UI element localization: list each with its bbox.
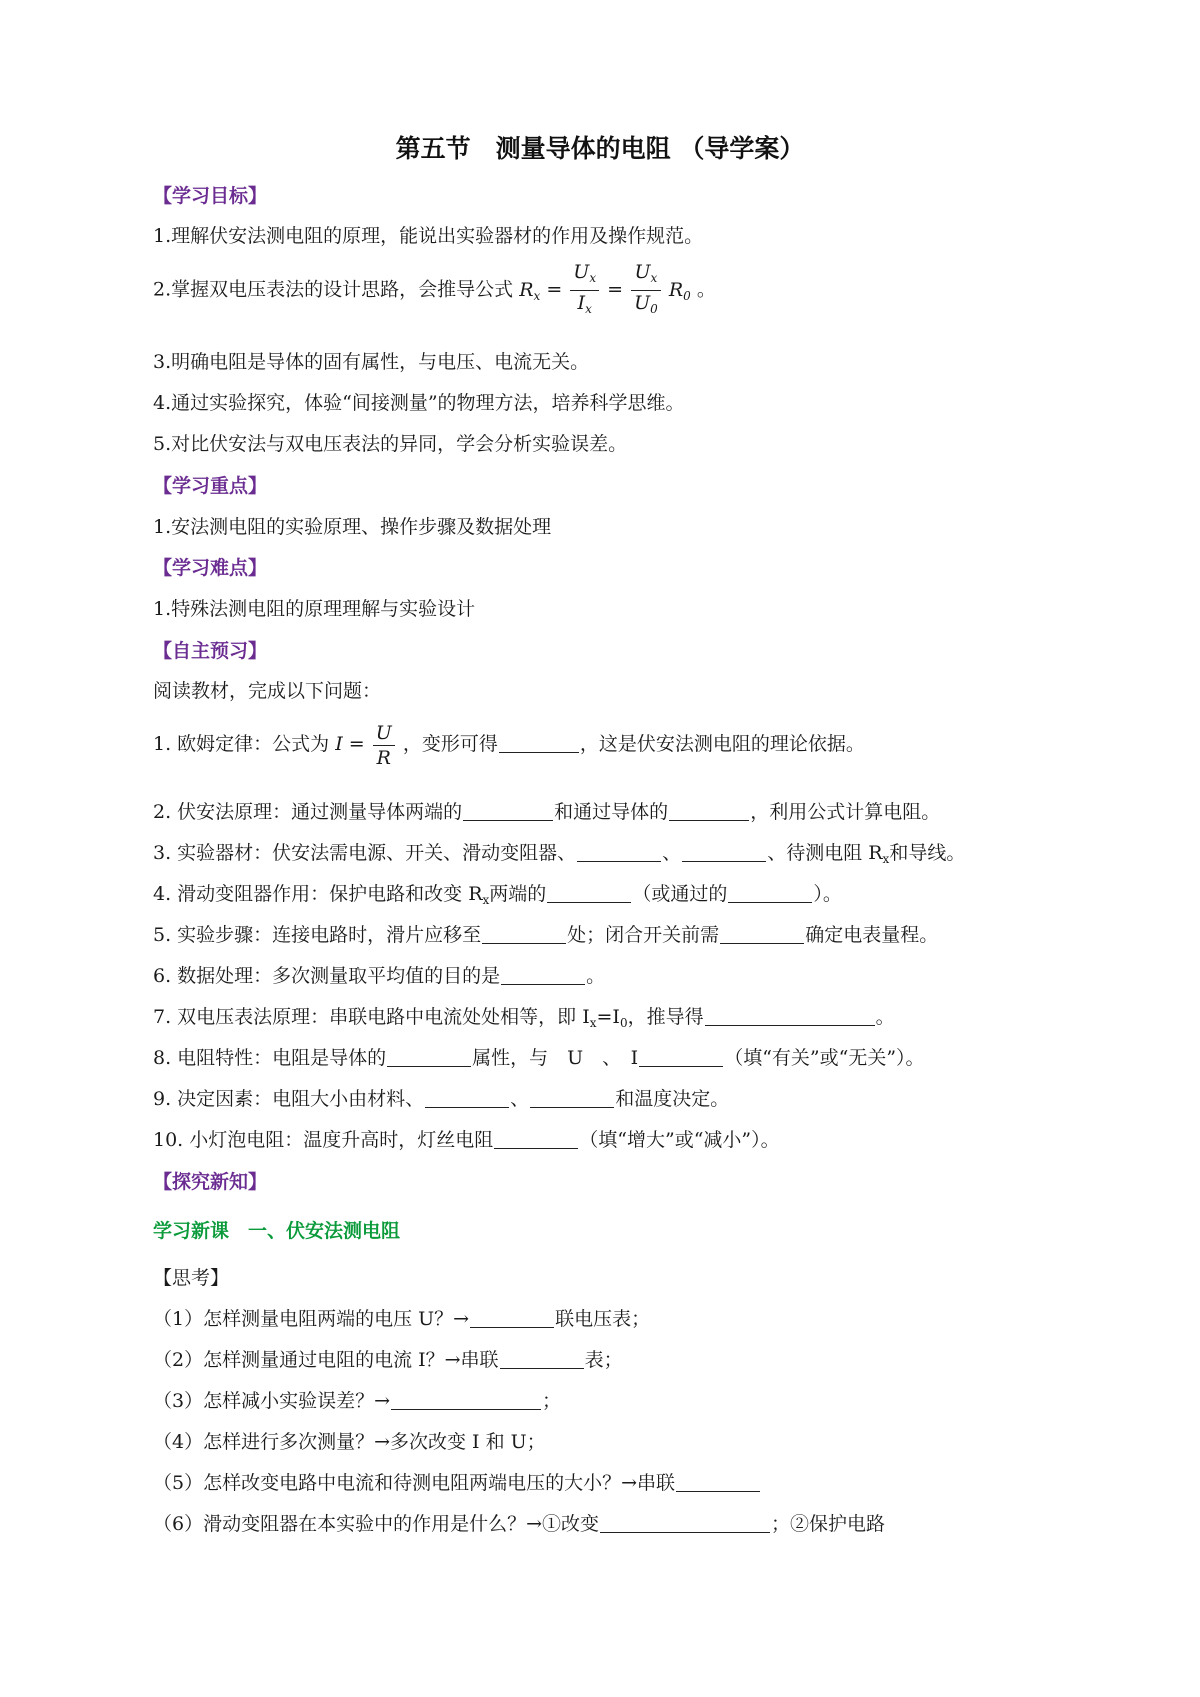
question-1: 1. 欧姆定律：公式为 I = $\frac{U}{R}$ ，变形可得 ，这是伏安法测电阻的理论依据。 — [153, 721, 865, 769]
answer-blank[interactable] — [705, 1007, 875, 1026]
question-3: 3. 实验器材：伏安法需电源、开关、滑动变阻器、 、 、待测电阻 $R_x$和导线。 — [153, 842, 966, 866]
answer-blank[interactable] — [577, 843, 661, 862]
question-9: 9. 决定因素：电阻大小由材料、 、 和温度决定。 — [153, 1088, 730, 1110]
fraction-u-over-r: $\frac{U}{R}$ — [373, 721, 395, 770]
goal-4: 4.通过实验探究，体验“间接测量”的物理方法，培养科学思维。 — [153, 392, 685, 414]
formula-equals: = — [546, 278, 563, 301]
answer-blank[interactable] — [463, 802, 553, 821]
fraction-ux-over-u0: $\frac{U_x}{U_0}$ — [631, 260, 661, 321]
think-2: （2）怎样测量通过电阻的电流 I？→串联 表； — [153, 1349, 623, 1371]
answer-blank[interactable] — [470, 1309, 554, 1328]
page-title: 第五节 测量导体的电阻 （导学案） — [395, 134, 805, 163]
formula-r0: $R_0$ — [668, 278, 691, 303]
question-5: 5. 实验步骤：连接电路时，滑片应移至 处；闭合开关前需 确定电表量程。 — [153, 924, 939, 946]
section-heading-explore: 【探究新知】 — [153, 1171, 268, 1193]
formula-equals-2: = — [607, 278, 624, 301]
think-1: （1）怎样测量电阻两端的电压 U？→ 联电压表； — [153, 1308, 651, 1330]
answer-blank[interactable] — [425, 1089, 509, 1108]
answer-blank[interactable] — [499, 734, 579, 753]
question-2: 2. 伏安法原理：通过测量导体两端的 和通过导体的 ，利用公式计算电阻。 — [153, 801, 941, 823]
answer-blank[interactable] — [387, 1048, 471, 1067]
answer-blank[interactable] — [501, 966, 585, 985]
answer-blank[interactable] — [494, 1130, 578, 1149]
answer-blank[interactable] — [728, 884, 812, 903]
section-heading-preview: 【自主预习】 — [153, 640, 268, 662]
answer-blank[interactable] — [530, 1089, 614, 1108]
preview-intro: 阅读教材，完成以下问题： — [153, 680, 382, 702]
fraction-ux-over-ix: $\frac{U_x}{I_x}$ — [570, 260, 599, 321]
think-6: （6）滑动变阻器在本实验中的作用是什么？→①改变 ；②保护电路 — [153, 1513, 886, 1535]
question-6: 6. 数据处理：多次测量取平均值的目的是 。 — [153, 965, 606, 987]
answer-blank[interactable] — [500, 1350, 584, 1369]
goal-1: 1.理解伏安法测电阻的原理，能说出实验器材的作用及操作规范。 — [153, 225, 704, 247]
answer-blank[interactable] — [600, 1514, 770, 1533]
goal-2-text: 2.掌握双电压表法的设计思路，会推导公式 — [153, 278, 514, 301]
key-point-1: 1.安法测电阻的实验原理、操作步骤及数据处理 — [153, 516, 552, 538]
answer-blank[interactable] — [676, 1473, 760, 1492]
think-3: （3）怎样减小实验误差？→ ； — [153, 1390, 562, 1412]
section-heading-key: 【学习重点】 — [153, 475, 268, 497]
question-4: 4. 滑动变阻器作用：保护电路和改变 $R_x$两端的 （或通过的 ）。 — [153, 883, 842, 907]
think-4: （4）怎样进行多次测量？→多次改变 I 和 U； — [153, 1431, 546, 1453]
answer-blank[interactable] — [391, 1391, 541, 1410]
answer-blank[interactable] — [669, 802, 749, 821]
goal-3: 3.明确电阻是导体的固有属性，与电压、电流无关。 — [153, 351, 590, 373]
question-8: 8. 电阻特性：电阻是导体的 属性，与 U 、 I （填“有关”或“无关”）。 — [153, 1047, 925, 1069]
difficulty-1: 1.特殊法测电阻的原理理解与实验设计 — [153, 598, 476, 620]
formula-rx: $R_x$ — [519, 278, 541, 303]
think-label: 【思考】 — [153, 1267, 230, 1289]
question-7: 7. 双电压表法原理：串联电路中电流处处相等，即 $I_x=I_0$，推导得 。 — [153, 1006, 895, 1030]
answer-blank[interactable] — [720, 925, 804, 944]
goal-2: 2.掌握双电压表法的设计思路，会推导公式 $R_x$ = $\frac{U_x}{I_x}$ = $\frac{U_x}{U_0}$ $R_0$ 。 — [153, 260, 716, 320]
answer-blank[interactable] — [639, 1048, 723, 1067]
think-5: （5）怎样改变电路中电流和待测电阻两端电压的大小？→串联 — [153, 1471, 761, 1495]
section-heading-goals: 【学习目标】 — [153, 185, 268, 207]
answer-blank[interactable] — [547, 884, 631, 903]
answer-blank[interactable] — [482, 925, 566, 944]
question-10: 10. 小灯泡电阻：温度升高时，灯丝电阻 （填“增大”或“减小”）。 — [153, 1129, 780, 1151]
lesson-title: 学习新课 一、伏安法测电阻 — [153, 1220, 401, 1242]
answer-blank[interactable] — [682, 843, 766, 862]
section-heading-difficulty: 【学习难点】 — [153, 557, 268, 579]
goal-5: 5.对比伏安法与双电压表法的异同，学会分析实验误差。 — [153, 433, 628, 455]
